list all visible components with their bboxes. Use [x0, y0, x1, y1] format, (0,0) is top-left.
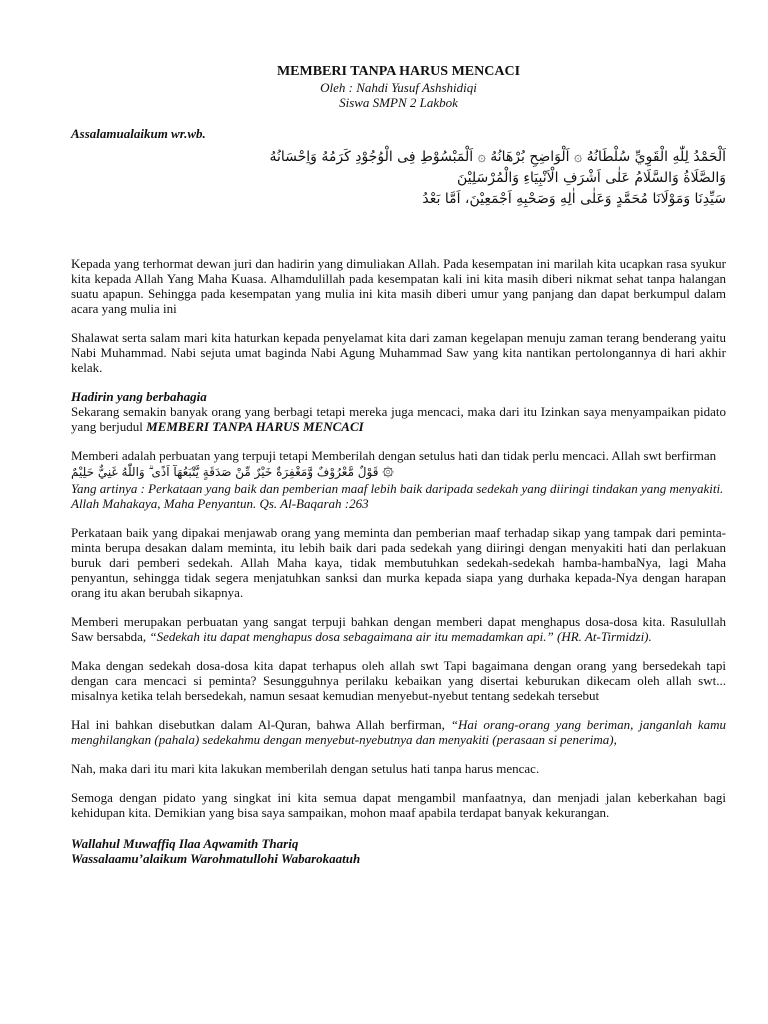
document-body [71, 64, 726, 866]
hadith-intro: Memberi merupakan perbuatan yang sangat terpuji bahkan dengan memberi dapat menghapus dosa-dosa kita. Rasulullah Saw bersabda, [71, 614, 726, 644]
document-title: MEMBERI TANPA HARUS MENCACI [276, 64, 521, 79]
closing-line-1: Wallahul Muwaffiq Ilaa Aqwamith Thariq [71, 836, 299, 851]
quran-verse: ۞ قَوْلٌ مَّعْرُوْفٌ وَّمَغْفِرَةٌ خَيْرٌ مِّنْ صَدَقَةٍ يَّتْبَعُهَآ اَذًى ۗ وَاللّٰهُ غَنِيٌّ حَلِيْمٌ [71, 465, 394, 479]
intro-text: Sekarang semakin banyak orang yang berbagi tetapi mereka juga mencaci, maka dari itu Izinkan saya menyampaikan pidato yang berjudul [71, 404, 726, 434]
paragraph-memberi: Memberi adalah perbuatan yang terpuji tetapi Memberilah dengan setulus hati dan tidak perlu mencaci. Allah swt berfirman [71, 448, 717, 463]
paragraph-closing: Semoga dengan pidato yang singkat ini kita semua dapat mengambil manfaatnya, dan menjadi jalan keberkahan bagi kehidupan kita. Demikian yang bisa saya sampaikan, mohon maaf apabila terdapat banyak kekurangan. [71, 790, 726, 820]
verse-translation: Yang artinya : Perkataan yang baik dan pemberian maaf lebih baik daripada sedekah yang diiringi tindakan yang menyakiti. Allah Mahakaya, Maha Penyantun. Qs. Al-Baqarah :263 [71, 481, 724, 511]
speech-title-inline: MEMBERI TANPA HARUS MENCACI [146, 419, 364, 434]
paragraph-intro [71, 404, 726, 434]
paragraph-question: Maka dengan sedekah dosa-dosa kita dapat terhapus oleh allah swt Tapi bagaimana dengan orang yang bersedekah tapi dengan cara mencaci si peminta? Sesungguhnya perilaku kebaikan yang disertai keburukan dikecam oleh allah swt... misalnya ketika telah bersedekah, namun sesaat kemudian menyebut-nyebut tentang sedekah tersebut [71, 658, 726, 703]
arabic-line-2: وَالصَّلَاةُ وَالسَّلَامُ عَلٰى اَشْرَفِ الْاَنْبِيَاءِ وَالْمُرْسَلِيْنَ [457, 170, 726, 186]
paragraph-shalawat: Shalawat serta salam mari kita haturkan kepada penyelamat kita dari zaman kegelapan menuju zaman terang benderang yaitu Nabi Muhammad. Nabi sejuta umat baginda Nabi Agung Muhammad Saw yang kita nantikan pertolongannya di hari akhir kelak. [71, 330, 726, 375]
opening-greeting: Assalamualaikum wr.wb. [71, 126, 206, 141]
hadith-quote: “Sedekah itu dapat menghapus dosa sebagaimana air itu memadamkan api.” (HR. At-Tirmidzi). [149, 629, 652, 644]
paragraph-conclusion: Nah, maka dari itu mari kita lakukan memberilah dengan setulus hati tanpa harus mencac. [71, 761, 540, 776]
author-line: Oleh : Nahdi Yusuf Ashshidiqi [320, 80, 477, 95]
arabic-opening [191, 147, 726, 210]
school-line: Siswa SMPN 2 Lakbok [339, 95, 458, 110]
quran-verse-wrap [71, 463, 726, 481]
arabic-line-3: سَيِّدِنَا وَمَوْلَانَا مُحَمَّدٍ وَعَلٰى اٰلِهِ وَصَحْبِهِ اَجْمَعِيْنَ، اَمَّا بَعْدُ [422, 191, 726, 207]
paragraph-explanation: Perkataan baik yang dipakai menjawab orang yang meminta dan pemberian maaf terhadap sikap yang tampak dari peminta-minta berupa desakan dalam meminta, itu lebih baik dari pada sedekah yang diiringi dengan menyakiti hati dan perlakuan buruk dari pemberi sedekah. Allah Maha kaya, tidak membutuhkan sedekah-sedekah hamba-hambaNya, lagi Maha penyantun, sehingga tidak segera menjatuhkan sanksi dan murka kepada siapa yang durhaka kepada-Nya dengan harapan orang itu akan berubah sikapnya. [71, 525, 726, 600]
quran-reference-intro: Hal ini bahkan disebutkan dalam Al-Quran, bahwa Allah berfirman, [71, 717, 451, 732]
closing-line-2: Wassalaamu’alaikum Warohmatullohi Wabarokaatuh [71, 851, 361, 866]
quran-reference-quote: “Hai orang-orang yang beriman, janganlah kamu menghilangkan (pahala) sedekahmu dengan menyebut-nyebutnya dan menyakiti (perasaan si penerima), [71, 717, 726, 747]
paragraph-opening: Kepada yang terhormat dewan juri dan hadirin yang dimuliakan Allah. Pada kesempatan ini marilah kita ucapkan rasa syukur kita kepada Allah Yang Maha Kuasa. Alhamdulillah pada kesempatan kali ini kita masih diberi nikmat sehat tanpa halangan suatu apapun. Sehingga pada kesempatan yang mulia ini kita masih diberi umur yang panjang dan dapat berkumpul dalam acara yang mulia ini [71, 256, 726, 316]
paragraph-hadith [71, 614, 726, 644]
arabic-line-1: اَلْحَمْدُ لِلّٰهِ الْقَوِيِّ سُلْطَانُهُ ۞ اَلْوَاضِحِ بُرْهَانُهُ ۞ اَلْمَبْسُوْطِ فِى الْوُجُوْدِ كَرَمُهُ وَاِحْسَانُهُ [269, 149, 726, 165]
paragraph-quran-reference [71, 717, 726, 747]
section-heading: Hadirin yang berbahagia [71, 389, 207, 404]
